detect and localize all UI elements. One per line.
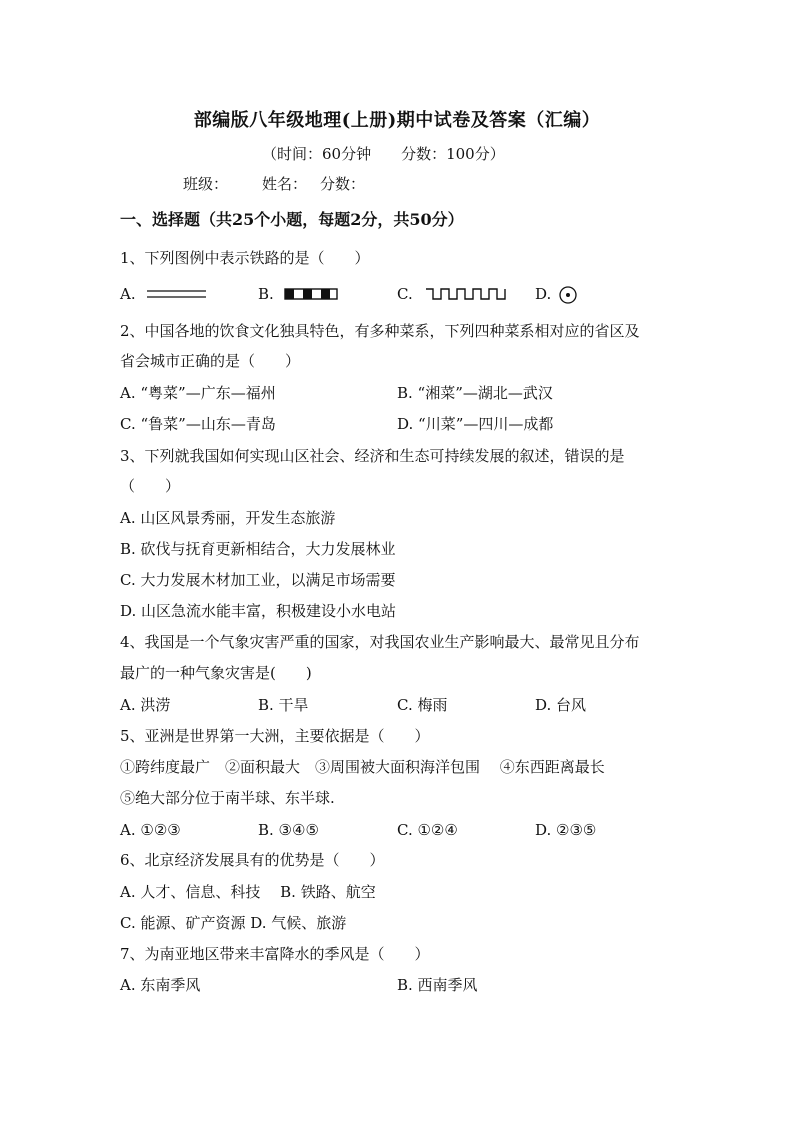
question-1-option-c: C. [397, 285, 413, 303]
class-label: 班级： [183, 175, 229, 193]
question-2-option-b: B. “湘菜”—湖北—武汉 [397, 384, 553, 402]
question-2-stem-line2: 省会城市正确的是（ ） [120, 352, 301, 370]
question-1-option-a: A. [120, 285, 136, 303]
section-heading: 一、选择题（共25个小题，每题2分，共50分） [120, 210, 464, 229]
question-5-stem-line3: ⑤绝大部分位于南半球、东半球. [120, 789, 335, 807]
question-6-options-line1: A. 人才、信息、科技 B. 铁路、航空 [120, 883, 376, 901]
question-7-option-a: A. 东南季风 [120, 976, 201, 994]
question-1-option-d: D. [535, 285, 552, 303]
question-2-stem-line1: 2、中国各地的饮食文化独具特色，有多种菜系，下列四种菜系相对应的省区及 [120, 322, 640, 340]
double-line-icon [146, 287, 208, 301]
question-2-option-c: C. “鲁菜”—山东—青岛 [120, 415, 276, 433]
question-5-option-b: B. ③④⑤ [258, 821, 319, 839]
question-4-option-d: D. 台风 [535, 696, 587, 714]
question-4-option-c: C. 梅雨 [397, 696, 448, 714]
question-4-option-b: B. 干旱 [258, 696, 309, 714]
question-3-option-a: A. 山区风景秀丽，开发生态旅游 [120, 509, 336, 527]
question-1-stem: 1、下列图例中表示铁路的是（ ） [120, 249, 370, 267]
question-7-stem: 7、为南亚地区带来丰富降水的季风是（ ） [120, 945, 430, 963]
question-4-stem-line2: 最广的一种气象灾害是( ) [120, 664, 312, 682]
question-3-option-d: D. 山区急流水能丰富，积极建设小水电站 [120, 602, 397, 620]
question-6-stem: 6、北京经济发展具有的优势是（ ） [120, 851, 385, 869]
question-2-option-a: A. “粤菜”—广东—福州 [120, 384, 276, 402]
name-label: 姓名： [262, 175, 308, 193]
page-title: 部编版八年级地理(上册)期中试卷及答案（汇编） [193, 110, 601, 131]
question-7-option-b: B. 西南季风 [397, 976, 478, 994]
question-3-option-b: B. 砍伐与抚育更新相结合，大力发展林业 [120, 540, 396, 558]
score-label: 分数： [320, 175, 366, 193]
question-5-stem-line2: ①跨纬度最广 ②面积最大 ③周围被大面积海洋包围 ④东西距离最长 [120, 758, 605, 776]
question-5-stem-line1: 5、亚洲是世界第一大洲，主要依据是（ ） [120, 727, 430, 745]
question-4-option-a: A. 洪涝 [120, 696, 171, 714]
question-5-option-a: A. ①②③ [120, 821, 181, 839]
exam-meta: （时间：60分钟 分数：100分） [262, 145, 505, 163]
question-5-option-d: D. ②③⑤ [535, 821, 597, 839]
railway-icon [284, 288, 338, 300]
question-4-stem-line1: 4、我国是一个气象灾害严重的国家，对我国农业生产影响最大、最常见且分布 [120, 633, 640, 651]
question-5-option-c: C. ①②④ [397, 821, 458, 839]
question-2-option-d: D. “川菜”—四川—成都 [397, 415, 554, 433]
question-3-option-c: C. 大力发展木材加工业，以满足市场需要 [120, 571, 396, 589]
square-wave-icon [425, 286, 511, 302]
question-1-option-b: B. [258, 285, 274, 303]
question-3-stem-line1: 3、下列就我国如何实现山区社会、经济和生态可持续发展的叙述，错误的是 [120, 447, 625, 465]
circle-dot-icon [558, 285, 578, 305]
question-3-stem-line2: （ ） [120, 477, 181, 495]
question-6-options-line2: C. 能源、矿产资源 D. 气候、旅游 [120, 914, 347, 932]
